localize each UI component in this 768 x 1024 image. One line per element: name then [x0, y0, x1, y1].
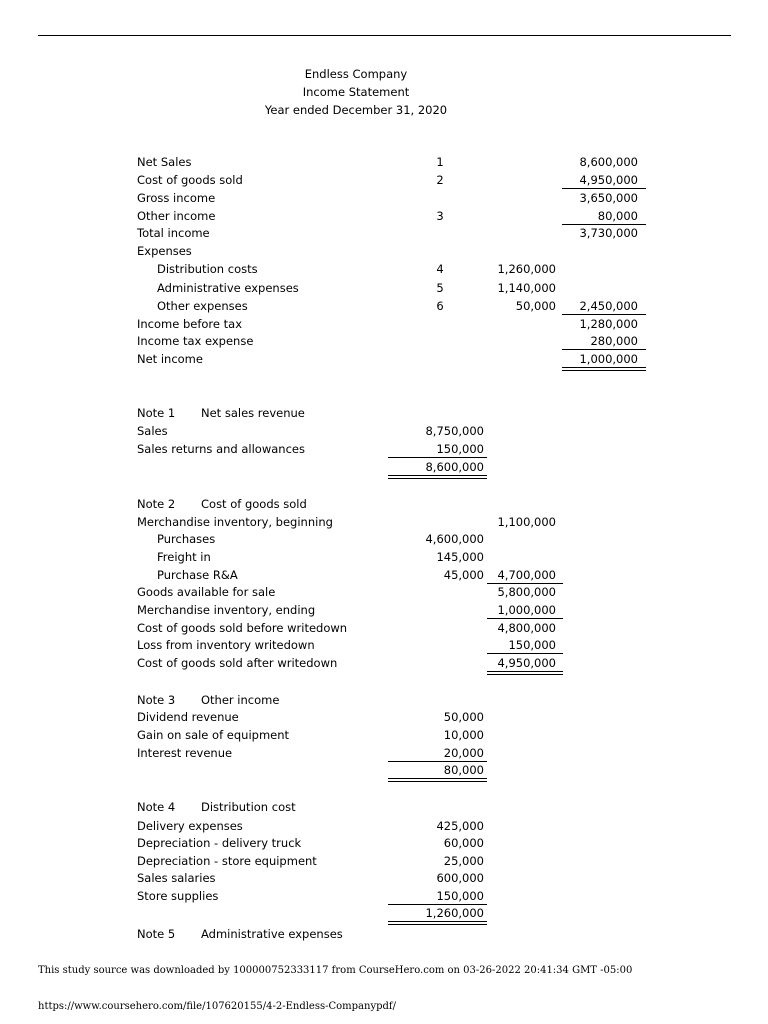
purchases-label: Purchases [157, 532, 216, 546]
gain-amount: 10,000 [443, 728, 484, 742]
underline [487, 618, 563, 619]
purchases-amount: 4,600,000 [425, 532, 484, 546]
underline [562, 188, 646, 189]
download-notice: This study source was downloaded by 100000752333117 from CourseHero.com on 03-26-2022 20:41:34 GMT -05:00 [38, 965, 633, 976]
statement-title: Income Statement [302, 85, 410, 99]
expenses-label: Expenses [137, 244, 192, 258]
income-tax-label: Income tax expense [137, 334, 254, 348]
underline [562, 314, 646, 315]
sales-label: Sales [137, 424, 168, 438]
distribution-amount: 1,260,000 [497, 262, 556, 276]
other-expenses-amount: 50,000 [515, 299, 556, 313]
returns-label: Sales returns and allowances [137, 442, 305, 456]
source-url[interactable]: https://www.coursehero.com/file/107620155/4-2-Endless-Companypdf/ [38, 1001, 396, 1012]
purchase-ra-amount: 45,000 [443, 568, 484, 582]
income-before-tax-amount: 1,280,000 [579, 317, 638, 331]
interest-amount: 20,000 [443, 746, 484, 760]
dep-truck-amount: 60,000 [443, 836, 484, 850]
supplies-amount: 150,000 [436, 889, 484, 903]
returns-amount: 150,000 [436, 442, 484, 456]
double-underline [487, 671, 563, 672]
writedown-loss-label: Loss from inventory writedown [137, 638, 315, 652]
administrative-note: 5 [436, 281, 444, 295]
underline [487, 653, 563, 654]
income-before-tax-label: Income before tax [137, 317, 242, 331]
double-underline [562, 370, 646, 371]
other-expenses-label: Other expenses [157, 299, 248, 313]
double-underline [388, 478, 487, 479]
net-sales-amount: 8,600,000 [579, 155, 638, 169]
cogs-before-writedown-label: Cost of goods sold before writedown [137, 621, 348, 635]
administrative-label: Administrative expenses [157, 281, 299, 295]
note-1-number: Note 1 [137, 406, 176, 420]
underline [562, 349, 646, 350]
double-underline [388, 924, 487, 925]
note-2-number: Note 2 [137, 497, 176, 511]
note-4-title: Distribution cost [201, 800, 296, 814]
company-name: Endless Company [304, 67, 408, 81]
gain-label: Gain on sale of equipment [137, 728, 290, 742]
net-income-label: Net income [137, 352, 203, 366]
total-expenses-amount: 2,450,000 [579, 299, 638, 313]
other-income-note: 3 [436, 209, 444, 223]
ending-inventory-amount: 1,000,000 [497, 603, 556, 617]
note-2-title: Cost of goods sold [201, 497, 307, 511]
note-3-total: 80,000 [443, 763, 484, 777]
goods-available-amount: 5,800,000 [497, 585, 556, 599]
net-income-amount: 1,000,000 [579, 352, 638, 366]
cogs-amount: 4,950,000 [579, 173, 638, 187]
cogs-after-writedown-label: Cost of goods sold after writedown [137, 656, 338, 670]
dividend-amount: 50,000 [443, 710, 484, 724]
freight-amount: 145,000 [436, 550, 484, 564]
beginning-inventory-label: Merchandise inventory, beginning [137, 515, 333, 529]
salaries-amount: 600,000 [436, 871, 484, 885]
note-1-total: 8,600,000 [425, 460, 484, 474]
beginning-inventory-amount: 1,100,000 [497, 515, 556, 529]
cogs-note: 2 [436, 173, 444, 187]
delivery-amount: 425,000 [436, 819, 484, 833]
note-4-number: Note 4 [137, 800, 176, 814]
note-5-title: Administrative expenses [201, 927, 343, 941]
cogs-before-writedown-amount: 4,800,000 [497, 621, 556, 635]
double-underline [562, 367, 646, 368]
other-expenses-note: 6 [436, 299, 444, 313]
double-underline [487, 674, 563, 675]
supplies-label: Store supplies [137, 889, 219, 903]
cogs-label: Cost of goods sold [137, 173, 243, 187]
cogs-after-writedown-amount: 4,950,000 [497, 656, 556, 670]
writedown-loss-amount: 150,000 [508, 638, 556, 652]
double-underline [388, 475, 487, 476]
purchase-ra-label: Purchase R&A [157, 568, 238, 582]
double-underline [388, 921, 487, 922]
note-4-total: 1,260,000 [425, 906, 484, 920]
goods-available-label: Goods available for sale [137, 585, 276, 599]
note-1-title: Net sales revenue [201, 406, 305, 420]
note-5-number: Note 5 [137, 927, 176, 941]
interest-label: Interest revenue [137, 746, 233, 760]
freight-label: Freight in [157, 550, 211, 564]
income-tax-amount: 280,000 [590, 334, 638, 348]
distribution-label: Distribution costs [157, 262, 258, 276]
total-income-amount: 3,730,000 [579, 226, 638, 240]
net-purchases-amount: 4,700,000 [497, 568, 556, 582]
delivery-label: Delivery expenses [137, 819, 243, 833]
distribution-note: 4 [436, 262, 444, 276]
other-income-amount: 80,000 [597, 209, 638, 223]
salaries-label: Sales salaries [137, 871, 216, 885]
note-3-number: Note 3 [137, 693, 176, 707]
net-sales-label: Net Sales [137, 155, 192, 169]
dep-store-amount: 25,000 [443, 854, 484, 868]
top-rule [38, 35, 731, 36]
double-underline [388, 781, 487, 782]
gross-income-label: Gross income [137, 191, 216, 205]
total-income-label: Total income [137, 226, 210, 240]
underline [388, 457, 487, 458]
sales-amount: 8,750,000 [425, 424, 484, 438]
dividend-label: Dividend revenue [137, 710, 239, 724]
statement-period: Year ended December 31, 2020 [264, 103, 448, 117]
gross-income-amount: 3,650,000 [579, 191, 638, 205]
dep-store-label: Depreciation - store equipment [137, 854, 317, 868]
net-sales-note: 1 [436, 155, 444, 169]
dep-truck-label: Depreciation - delivery truck [137, 836, 302, 850]
administrative-amount: 1,140,000 [497, 281, 556, 295]
double-underline [388, 778, 487, 779]
ending-inventory-label: Merchandise inventory, ending [137, 603, 316, 617]
note-3-title: Other income [201, 693, 280, 707]
other-income-label: Other income [137, 209, 216, 223]
